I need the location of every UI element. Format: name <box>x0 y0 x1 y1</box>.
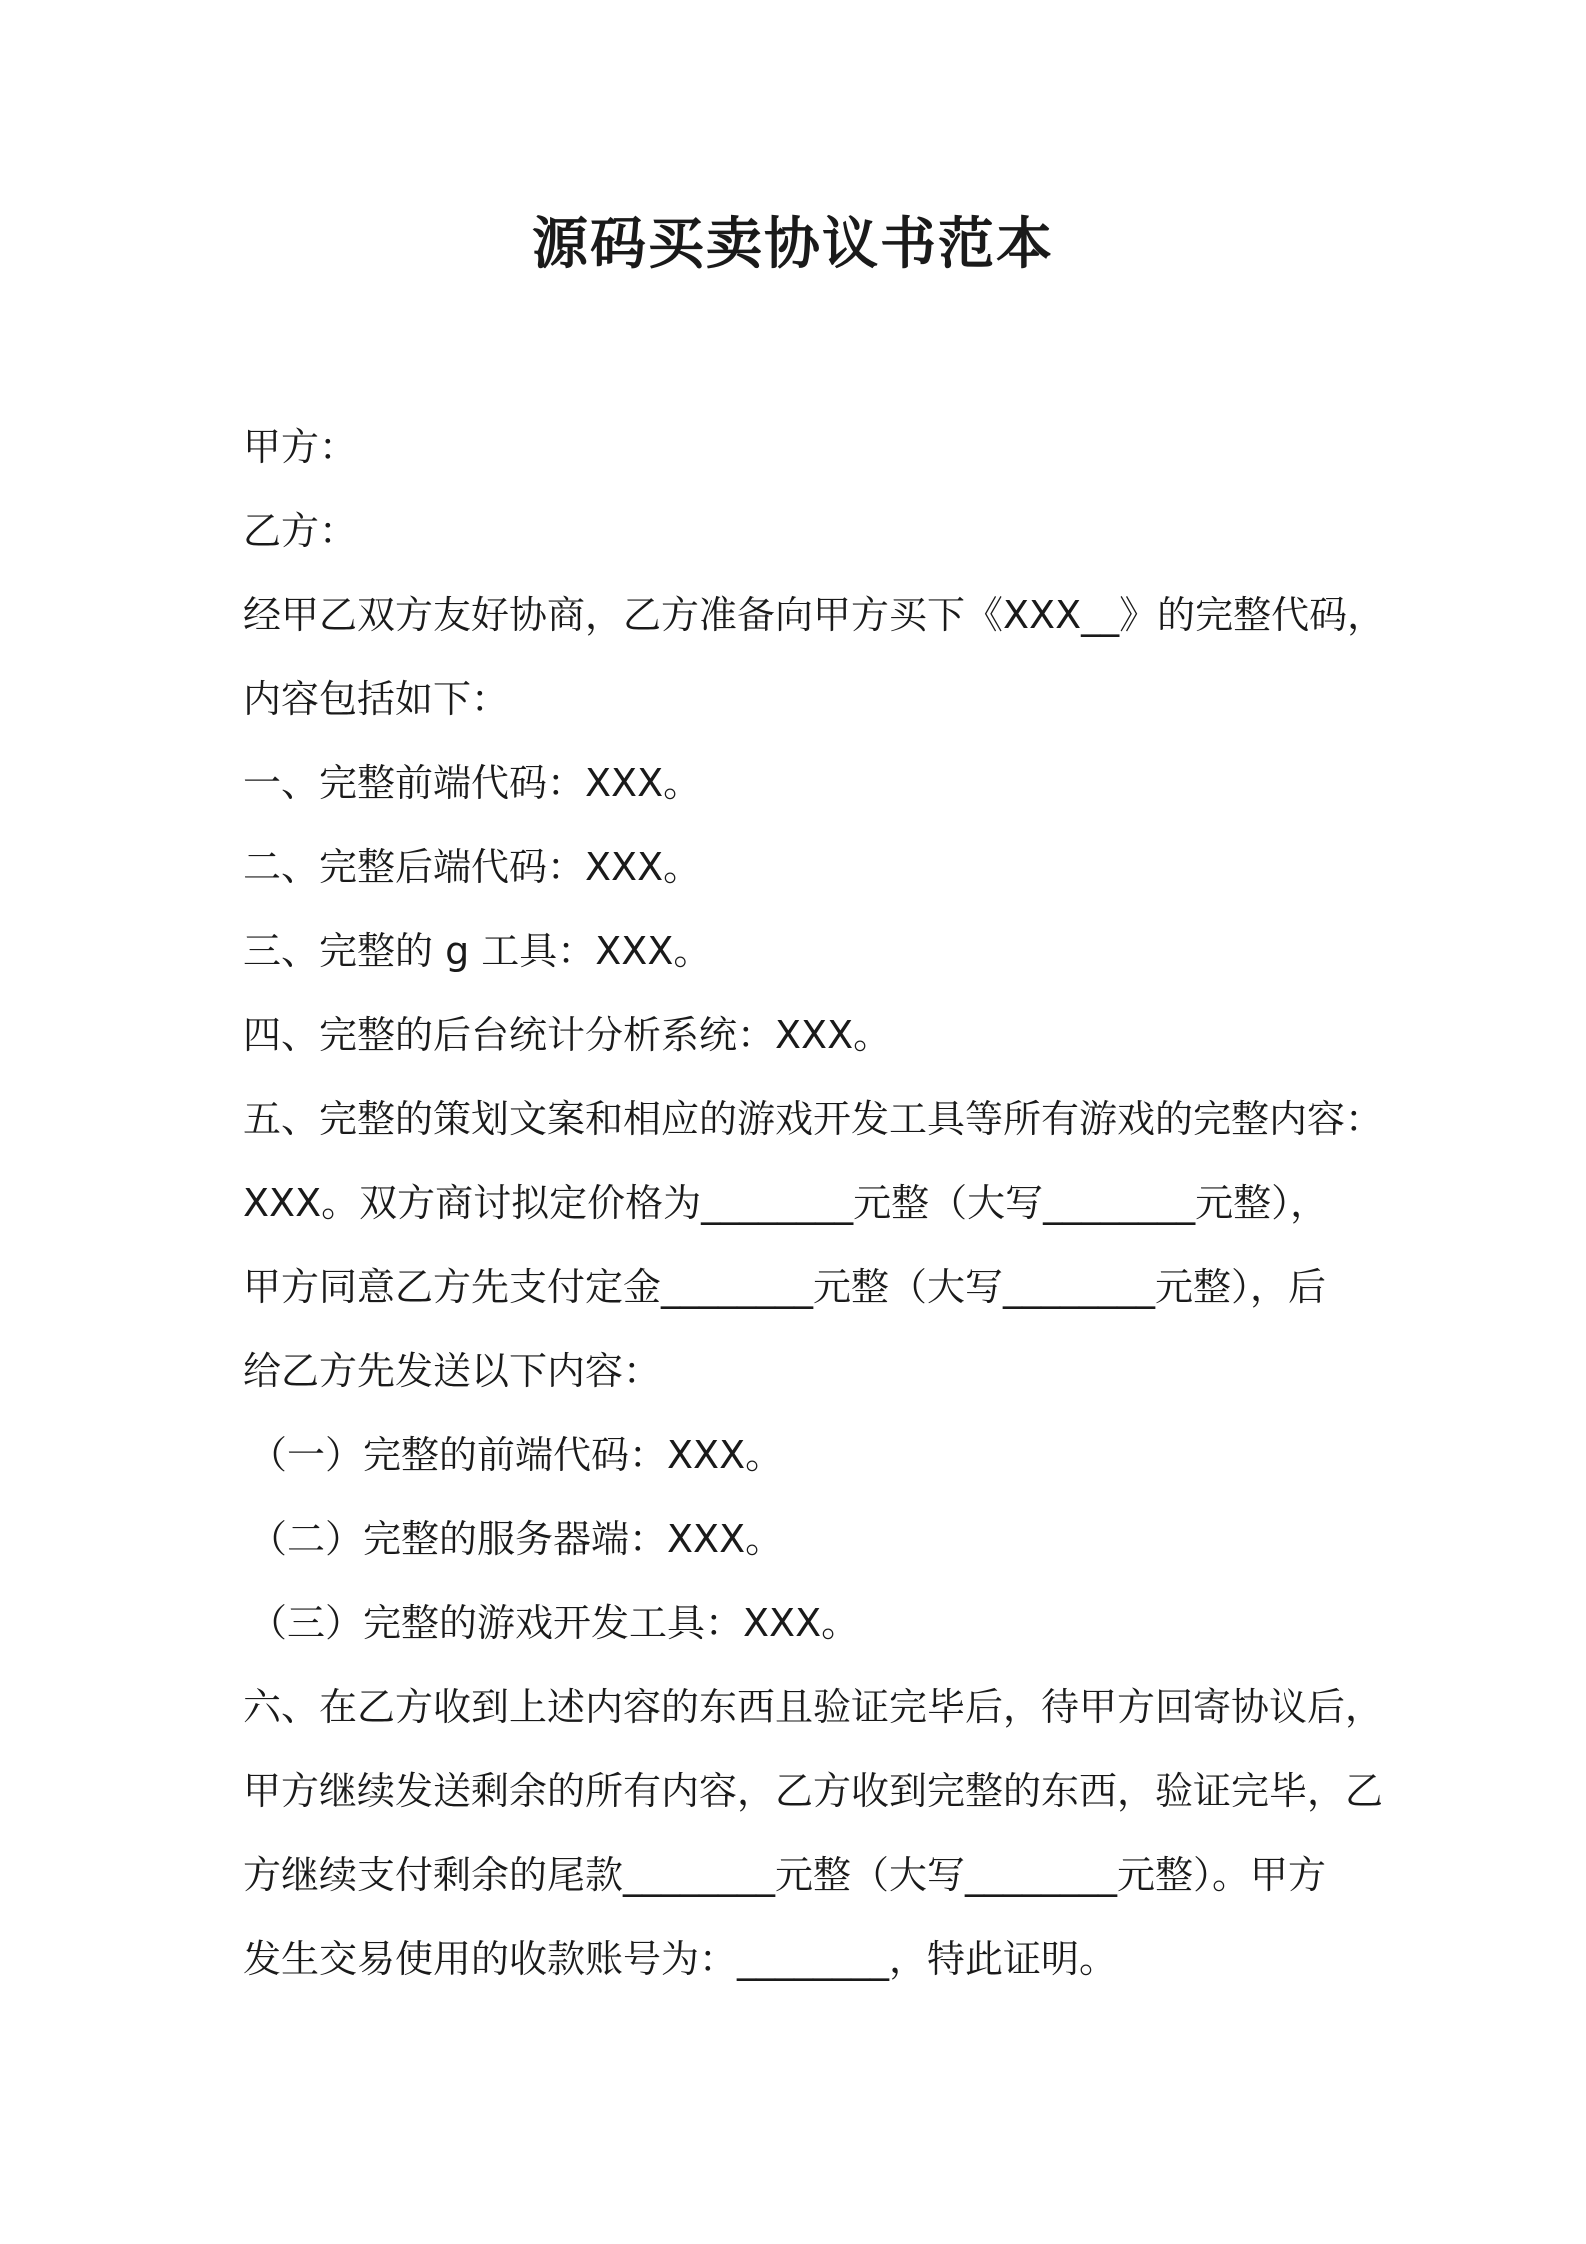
clause-6-line: 甲方继续发送剩余的所有内容，乙方收到完整的东西，验证完毕，乙 <box>243 1769 1384 1813</box>
sub-item-2: （二）完整的服务器端：XXX。 <box>249 1517 784 1561</box>
clause-2: 二、完整后端代码：XXX。 <box>243 845 702 889</box>
clause-1: 一、完整前端代码：XXX。 <box>243 761 702 805</box>
sub-item-3: （三）完整的游戏开发工具：XXX。 <box>249 1601 860 1645</box>
party-b-line: 乙方： <box>243 509 358 553</box>
clause-6: 六、在乙方收到上述内容的东西且验证完毕后，待甲方回寄协议后， <box>243 1685 1384 1729</box>
intro-line: 经甲乙双方友好协商，乙方准备向甲方买下《XXX__》的完整代码， <box>243 593 1386 637</box>
sub-item-1: （一）完整的前端代码：XXX。 <box>249 1433 784 1477</box>
clause-5-line: 甲方同意乙方先支付定金________元整（大写________元整），后 <box>243 1265 1327 1309</box>
clause-5-line: 给乙方先发送以下内容： <box>243 1349 662 1393</box>
clause-3: 三、完整的 g 工具：XXX。 <box>243 929 712 973</box>
document-body <box>243 405 1386 2001</box>
clause-6-line: 发生交易使用的收款账号为：________，特此证明。 <box>243 1937 1118 1981</box>
clause-5: 五、完整的策划文案和相应的游戏开发工具等所有游戏的完整内容： <box>243 1097 1384 1141</box>
clause-5-line: XXX。双方商讨拟定价格为________元整（大写________元整）， <box>243 1181 1329 1225</box>
document-title: 源码买卖协议书范本 <box>532 212 1054 277</box>
clause-4: 四、完整的后台统计分析系统：XXX。 <box>243 1013 892 1057</box>
clause-6-line: 方继续支付剩余的尾款________元整（大写________元整）。甲方 <box>243 1853 1327 1897</box>
intro-line: 内容包括如下： <box>243 677 510 721</box>
party-a-line: 甲方： <box>243 425 358 469</box>
